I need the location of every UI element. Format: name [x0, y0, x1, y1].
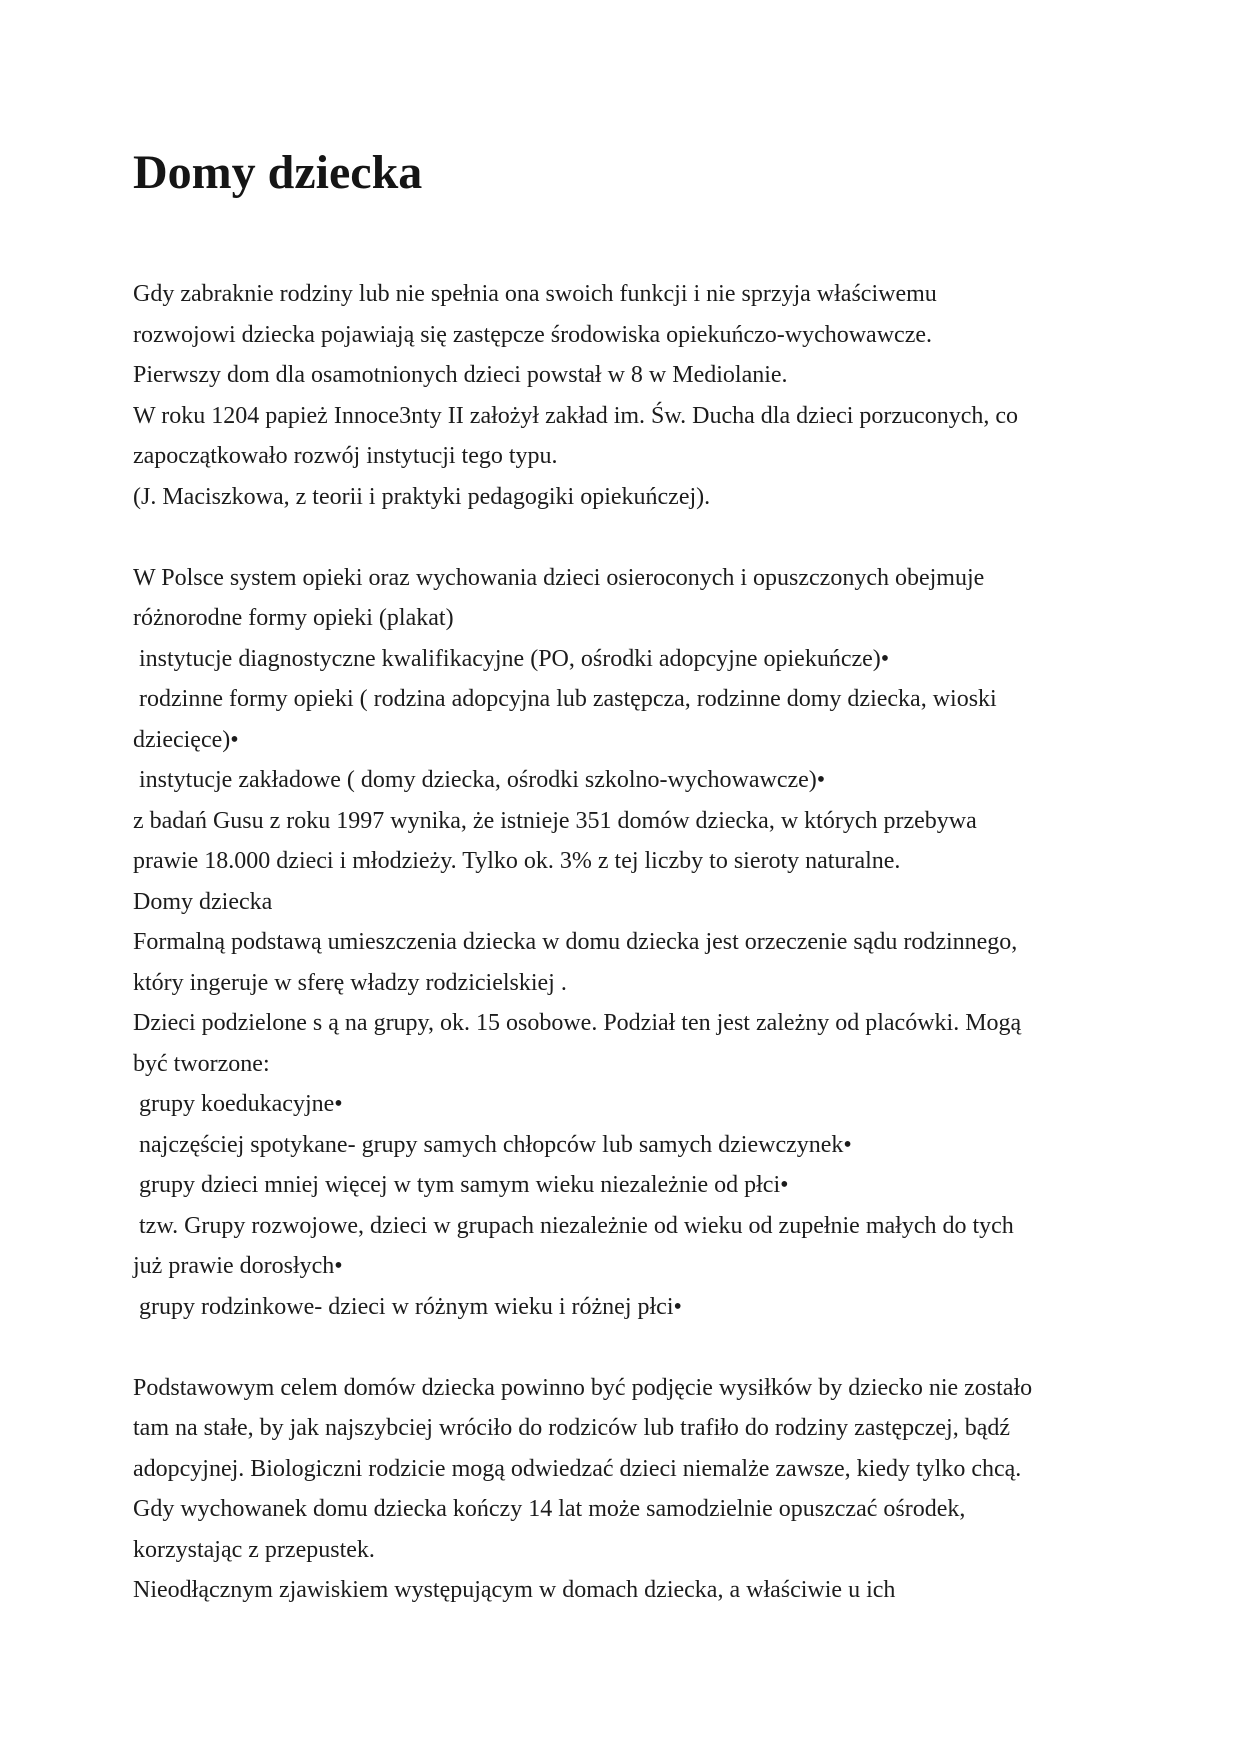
- text-line: różnorodne formy opieki (plakat): [133, 605, 454, 631]
- text-line: tzw. Grupy rozwojowe, dzieci w grupach niezależnie od wieku od zupełnie małych do tych: [133, 1212, 1014, 1239]
- text-line: Gdy zabraknie rodziny lub nie spełnia ona swoich funkcji i nie sprzyja właściwemu: [133, 281, 937, 307]
- text-line: już prawie dorosłych•: [133, 1253, 343, 1279]
- text-line: dziecięce)•: [133, 726, 239, 753]
- text-line: instytucje zakładowe ( domy dziecka, ośrodki szkolno-wychowawcze)•: [133, 767, 826, 793]
- text-line: W Polsce system opieki oraz wychowania dzieci osieroconych i opuszczonych obejmuje: [133, 564, 985, 591]
- text-line: Formalną podstawą umieszczenia dziecka w domu dziecka jest orzeczenie sądu rodzinnego,: [133, 929, 1018, 955]
- text-line: instytucje diagnostyczne kwalifikacyjne (PO, ośrodki adopcyjne opiekuńcze)•: [133, 645, 890, 672]
- text-line: rozwojowi dziecka pojawiają się zastępcze środowiska opiekuńczo-wychowawcze.: [133, 321, 932, 348]
- text-line: zapoczątkowało rozwój instytucji tego typu.: [133, 443, 558, 469]
- text-line: adopcyjnej. Biologiczni rodzicie mogą odwiedzać dzieci niemalże zawsze, kiedy tylko chcą.: [133, 1455, 1022, 1482]
- text-line: być tworzone:: [133, 1050, 270, 1077]
- document-body: [133, 274, 1180, 1611]
- text-line: najczęściej spotykane- grupy samych chłopców lub samych dziewczynek•: [133, 1131, 852, 1158]
- text-line: Nieodłącznym zjawiskiem występującym w domach dziecka, a właściwie u ich: [133, 1577, 896, 1603]
- text-line: korzystając z przepustek.: [133, 1536, 375, 1563]
- page-title: Domy dziecka: [133, 146, 423, 199]
- text-line: grupy dzieci mniej więcej w tym samym wieku niezależnie od płci•: [133, 1172, 789, 1198]
- text-line: Domy dziecka: [133, 888, 273, 915]
- text-line: grupy rodzinkowe- dzieci w różnym wieku i różnej płci•: [133, 1293, 682, 1320]
- text-line: z badań Gusu z roku 1997 wynika, że istnieje 351 domów dziecka, w których przebywa: [133, 807, 977, 834]
- blank-line: [133, 517, 1180, 558]
- text-line: grupy koedukacyjne•: [133, 1091, 343, 1117]
- text-line: rodzinne formy opieki ( rodzina adopcyjna lub zastępcza, rodzinne domy dziecka, wioski: [133, 686, 997, 712]
- text-line: W roku 1204 papież Innoce3nty II założył zakład im. Św. Ducha dla dzieci porzuconych, co: [133, 402, 1019, 429]
- text-line: Podstawowym celem domów dziecka powinno być podjęcie wysiłków by dziecko nie zostało: [133, 1374, 1033, 1401]
- text-line: Dzieci podzielone s ą na grupy, ok. 15 osobowe. Podział ten jest zależny od placówki. Mogą: [133, 1010, 1022, 1036]
- text-line: tam na stałe, by jak najszybciej wróciło do rodziców lub trafiło do rodziny zastępczej, bądź: [133, 1415, 1011, 1441]
- text-line: Pierwszy dom dla osamotnionych dzieci powstał w 8 w Mediolanie.: [133, 362, 788, 388]
- text-line: (J. Maciszkowa, z teorii i praktyki pedagogiki opiekuńczej).: [133, 483, 711, 510]
- text-line: Gdy wychowanek domu dziecka kończy 14 lat może samodzielnie opuszczać ośrodek,: [133, 1496, 966, 1522]
- text-line: prawie 18.000 dzieci i młodzieży. Tylko ok. 3% z tej liczby to sieroty naturalne.: [133, 848, 901, 874]
- text-line: który ingeruje w sferę władzy rodzicielskiej .: [133, 969, 567, 996]
- blank-line: [133, 1327, 1180, 1368]
